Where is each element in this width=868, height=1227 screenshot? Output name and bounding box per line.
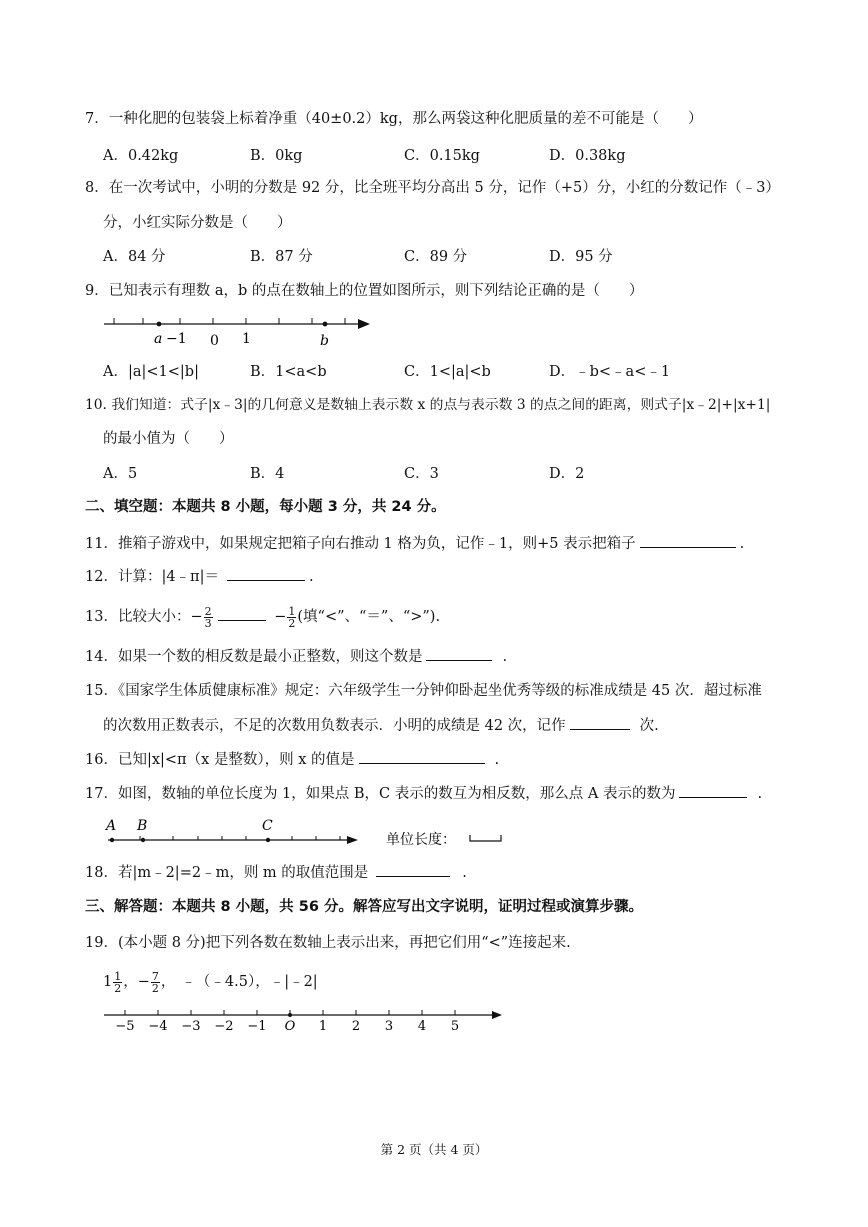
q10-option-c: C．3 xyxy=(404,466,439,482)
q7-option-a: A．0.42kg xyxy=(103,148,179,164)
q17-label-c: C xyxy=(262,818,273,834)
q14 xyxy=(85,646,507,667)
q9-option-a: A．|a|<1<|b| xyxy=(103,364,199,380)
q7-stem: 7．一种化肥的包装袋上标着净重（40±0.2）kg，那么两袋这种化肥质量的差不可能是（ ） xyxy=(85,111,703,127)
section-2-heading: 二、填空题：本题共 8 小题，每小题 3 分，共 24 分。 xyxy=(85,499,446,515)
q9-label-1: 1 xyxy=(242,331,251,347)
q8-stem-line2: 分，小红实际分数是（ ） xyxy=(103,215,292,231)
q10-stem-line1: 10. 我们知道：式子|x﹣3|的几何意义是数轴上表示数 x 的点与表示数 3 的点之间的距离，则式子|x﹣2|+|x+1| xyxy=(85,397,771,413)
q19-tick-label: 5 xyxy=(450,1019,460,1034)
q13-mid: − xyxy=(274,609,287,625)
q7-option-b: B．0kg xyxy=(250,148,303,164)
q19-n1-whole: 1 xyxy=(103,974,113,990)
q19-tick-label: −2 xyxy=(214,1019,234,1034)
q17-end: . xyxy=(757,786,763,802)
q8-option-a: A．84 分 xyxy=(103,249,166,265)
q15-text: 的次数用正数表示，不足的次数用负数表示．小明的成绩是 42 次，记作 xyxy=(103,718,566,734)
q13-frac2 xyxy=(287,606,296,629)
q8-option-b: B．87 分 xyxy=(250,249,313,265)
q13-frac1-num: 2 xyxy=(204,604,212,618)
q12 xyxy=(85,566,314,587)
q16-blank[interactable] xyxy=(359,749,485,764)
q7-option-d: D．0.38kg xyxy=(549,148,626,164)
q14-text: 14．如果一个数的相反数是最小正整数，则这个数是 xyxy=(85,649,423,665)
q19-tick-label: O xyxy=(284,1019,296,1034)
q16-end: . xyxy=(494,752,500,768)
q10-stem-line2: 的最小值为（ ） xyxy=(103,431,234,447)
q10-option-b: B．4 xyxy=(250,466,285,482)
q13-frac1 xyxy=(204,606,213,629)
q10-option-a: A．5 xyxy=(103,466,138,482)
q15-blank[interactable] xyxy=(570,715,630,730)
q17-unit-label: 单位长度： xyxy=(386,832,456,848)
q18-blank[interactable] xyxy=(376,862,450,877)
q8-option-d: D．95 分 xyxy=(549,249,613,265)
q12-end: . xyxy=(308,569,314,585)
q13-frac2-num: 1 xyxy=(288,604,296,618)
q19-n2-frac xyxy=(151,971,160,994)
q13-prefix: 13．比较大小：− xyxy=(85,609,203,625)
q19-tick-label: 1 xyxy=(318,1019,328,1034)
q17-text: 17．如图，数轴的单位长度为 1，如果点 B，C 表示的数互为相反数，那么点 A 表示的数为 xyxy=(85,786,676,802)
q16 xyxy=(85,749,499,770)
q9-label-0: 0 xyxy=(210,333,219,349)
q15-line1: 15．《国家学生体质健康标准》规定：六年级学生一分钟仰卧起坐优秀等级的标准成绩是 45 次．超过标准 xyxy=(85,683,762,699)
q11-text: 11．推箱子游戏中，如果规定把箱子向右推动 1 格为负，记作﹣1，则+5 表示把箱子 xyxy=(85,536,636,552)
q19-n1-num: 1 xyxy=(114,969,122,983)
q19-ticks xyxy=(115,1010,459,1034)
q19-numbers xyxy=(103,967,318,997)
q13-suffix: (填“<”、“＝”、“>”). xyxy=(297,609,441,625)
q14-blank[interactable] xyxy=(426,646,492,661)
q9-option-c: C．1<|a|<b xyxy=(404,364,491,380)
q10-option-d: D．2 xyxy=(549,466,585,482)
q12-text: 12．计算：|4﹣π|＝ xyxy=(85,569,219,585)
q9-option-d: D．﹣b<﹣a<﹣1 xyxy=(549,364,671,380)
q13-frac2-den: 2 xyxy=(288,616,296,630)
q13-frac1-den: 3 xyxy=(204,616,212,630)
q11 xyxy=(85,533,744,554)
section-3-heading: 三、解答题：本题共 8 小题，共 56 分。解答应写出文字说明，证明过程或演算步骤。 xyxy=(85,899,643,915)
q19-n1-den: 2 xyxy=(114,981,122,995)
q9-label-a: a xyxy=(154,331,163,347)
q7-option-c: C．0.15kg xyxy=(404,148,480,164)
q18 xyxy=(85,862,467,883)
q19-tick-label: −5 xyxy=(115,1019,135,1034)
q8-option-c: C．89 分 xyxy=(404,249,468,265)
q13-blank[interactable] xyxy=(218,606,266,621)
q19-comma2: ， xyxy=(160,974,176,990)
q15-line2 xyxy=(103,715,659,736)
q19-tick-label: −1 xyxy=(247,1019,267,1034)
q17-number-line xyxy=(100,812,520,848)
q18-text: 18．若|m﹣2|=2﹣m，则 m 的取值范围是 xyxy=(85,865,369,881)
q8-stem-line1: 8．在一次考试中，小明的分数是 92 分，比全班平均分高出 5 分，记作（+5）分，小红的分数记作（﹣3） xyxy=(85,180,780,196)
q19-tick-label: 2 xyxy=(351,1019,361,1034)
q9-number-line xyxy=(100,312,380,350)
q12-blank[interactable] xyxy=(227,566,305,581)
q13 xyxy=(85,602,440,632)
q19-tick-label: 3 xyxy=(384,1019,394,1034)
q9-label-neg1: −1 xyxy=(166,331,187,347)
page-footer: 第 2 页（共 4 页） xyxy=(380,1142,488,1157)
q15-end: 次. xyxy=(639,718,659,734)
q17-unit-bracket xyxy=(470,835,501,841)
q19-n2-sign: − xyxy=(137,974,150,990)
q19-stem: 19．(本小题 8 分)把下列各数在数轴上表示出来，再把它们用“<”连接起来. xyxy=(85,935,571,951)
q17-blank[interactable] xyxy=(679,783,747,798)
q16-text: 16．已知|x|<π（x 是整数），则 x 的值是 xyxy=(85,752,355,768)
q11-blank[interactable] xyxy=(640,533,736,548)
q19-n2-num: 7 xyxy=(151,969,159,983)
q9-label-b: b xyxy=(320,333,329,349)
q19-number-line xyxy=(100,1005,510,1035)
q19-n2-den: 2 xyxy=(151,981,159,995)
q19-tick-label: 4 xyxy=(417,1019,427,1034)
q19-tick-label: −4 xyxy=(148,1019,168,1034)
q18-end: . xyxy=(462,865,467,881)
q17 xyxy=(85,783,762,804)
q9-stem: 9．已知表示有理数 a，b 的点在数轴上的位置如图所示，则下列结论正确的是（ ） xyxy=(85,283,644,299)
q19-tick-label: −3 xyxy=(181,1019,201,1034)
q14-end: . xyxy=(502,649,508,665)
q19-comma1: ， xyxy=(123,974,138,990)
q9-option-b: B．1<a<b xyxy=(250,364,327,380)
q19-n1-frac xyxy=(113,971,122,994)
q11-end: . xyxy=(739,536,745,552)
q19-rest: ﹣（﹣4.5），﹣|﹣2| xyxy=(181,974,318,990)
q17-label-a: A xyxy=(106,818,117,834)
q17-label-b: B xyxy=(137,818,148,834)
